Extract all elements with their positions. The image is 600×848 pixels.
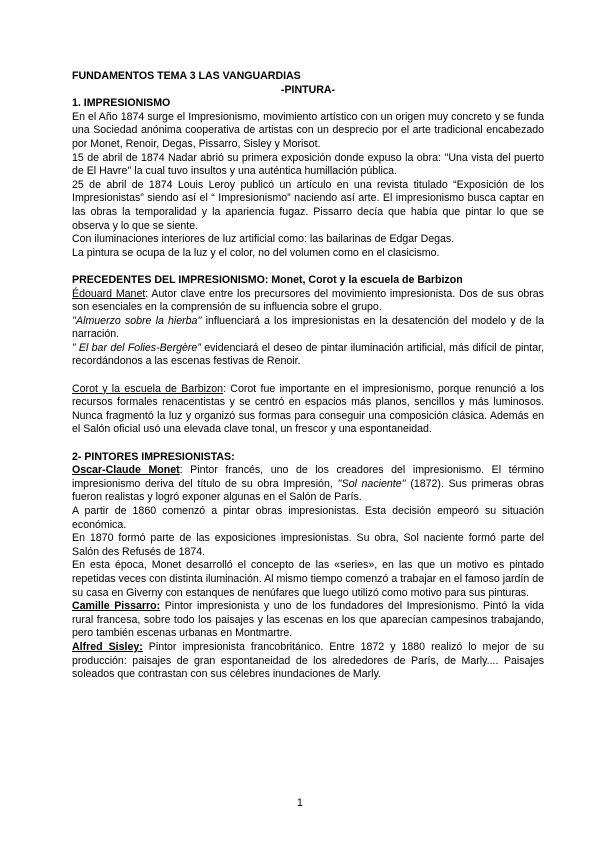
document-page [72,70,544,682]
paragraph-text: influenciará a los impresionistas en la desatención del modelo y de la narración. [72,314,544,341]
section-heading-precedentes: PRECEDENTES DEL IMPRESIONISMO: Monet, Corot y la escuela de Barbizon [72,273,463,286]
artist-name: Alfred Sisley: [72,640,143,653]
paragraph-text: : Pintor francés, uno de los creadores del impresionismo. El término impresionismo deriva del título de su obra Impresión, [72,464,544,490]
paragraph-text: Pintor impresionista francobritánico. Entre 1872 y 1880 realizó lo mejor de su producción: paisajes de gran espontaneidad de los alrededores de París, de Marly.... Paisajes soleados que contrastan con sus célebres inundaciones de Marly. [72,640,544,681]
paragraph-manet [72,288,544,315]
paragraph-monet [72,464,544,505]
paragraph: En 1870 formó parte de las exposiciones impresionistas. Su obra, Sol naciente formó parte del Salón des Refusés de 1874. [72,532,544,558]
paragraph: Con iluminaciones interiores de luz artificial como: las bailarinas de Edgar Degas. [72,233,455,246]
paragraph-text: : Corot fue importante en el impresionismo, porque renunció a los recursos formales renacentistas y se centró en espacios más planos, sencillos y más luminosos. Nunca fragmentó la luz y organizó sus formas para conseguir una composición clásica. Además en el Salón oficial usó una elevada clave tonal, un frescor y una espontaneidad. [72,382,544,436]
paragraph-corot [72,383,544,437]
paragraph-text: Pintor impresionista y uno de los fundadores del Impresionismo. Pintó la vida rural francesa, sobre todo los paisajes y las escenas en los que aparecían campesinos trabajando, pero también escenas urbanas en Montmartre. [72,600,544,640]
work-title: ” El bar del Folies-Bergère” [72,341,201,354]
page-number: 1 [297,797,303,809]
spacer [72,437,544,451]
section-heading-impresionismo: 1. IMPRESIONISMO [72,97,171,110]
paragraph-sisley [72,641,544,682]
paragraph: A partir de 1860 comenzó a pintar obras impresionistas. Esta decisión empeoró su situación económica. [72,505,544,531]
artist-name: Corot y la escuela de Barbizon [72,382,224,395]
work-title: ''Almuerzo sobre la hierba'' [72,314,202,327]
artist-name: Oscar-Claude Monet [72,464,180,477]
document-subtitle: -PINTURA- [280,83,336,96]
paragraph: La pintura se ocupa de la luz y el color, no del volumen como en el clasicismo. [72,246,440,259]
paragraph-work [72,315,544,342]
paragraph: 25 de abril de 1874 Louis Leroy publicó un artículo en una revista titulado “Exposición de los Impresionistas” siendo así el “ Impresionismo” naciendo así arte. El impresionismo busca captar en las obras la temporalidad y la apariencia fugaz. Pissarro decía que había que pintar lo que se observa y lo que se siente. [72,178,544,232]
paragraph-text: evidenciará el deseo de pintar iluminación artificial, más difícil de pintar, recordándonos a las escenas festivas de Renoir. [72,341,545,368]
artist-name: Camille Pissarro: [72,600,161,613]
section-heading-pintores: 2- PINTORES IMPRESIONISTAS: [72,450,235,463]
document-title: FUNDAMENTOS TEMA 3 LAS VANGUARDIAS [72,70,301,82]
artist-name: Édouard Manet [72,287,146,300]
spacer [72,369,544,383]
paragraph: En el Año 1874 surge el Impresionismo, movimiento artístico con un origen muy concreto y se funda una Sociedad anónima cooperativa de artistas con un desprecio por el arte tradicional encabezado por Monet, Renoir, Degas, Pissarro, Sisley y Morisot. [72,110,544,150]
paragraph-text: (1872). Sus primeras obras fueron realistas y logró exponer algunas en el Salón de París. [72,477,544,504]
spacer [72,260,544,274]
paragraph-text: : Autor clave entre los precursores del movimiento impresionista. Dos de sus obras son esenciales en la comprensión de su influencia sobre el grupo. [72,287,544,314]
paragraph-pissarro [72,600,544,641]
paragraph: 15 de abril de 1874 Nadar abrió su primera exposición donde expuso la obra: ''Una vista del puerto de El Havre'' la cual tuvo insultos y una auténtica humillación pública. [72,151,544,178]
paragraph: En esta época, Monet desarrolló el concepto de las «series», en las que un motivo es pintado repetidas veces con distinta iluminación. Al mismo tiempo comenzó a trabajar en el famoso jardín de su casa en Giverny con estanques de nenúfares que luego utilizó como motivo para sus pinturas. [72,559,544,599]
paragraph-work [72,342,544,369]
work-title: ''Sol naciente'' [337,477,406,490]
